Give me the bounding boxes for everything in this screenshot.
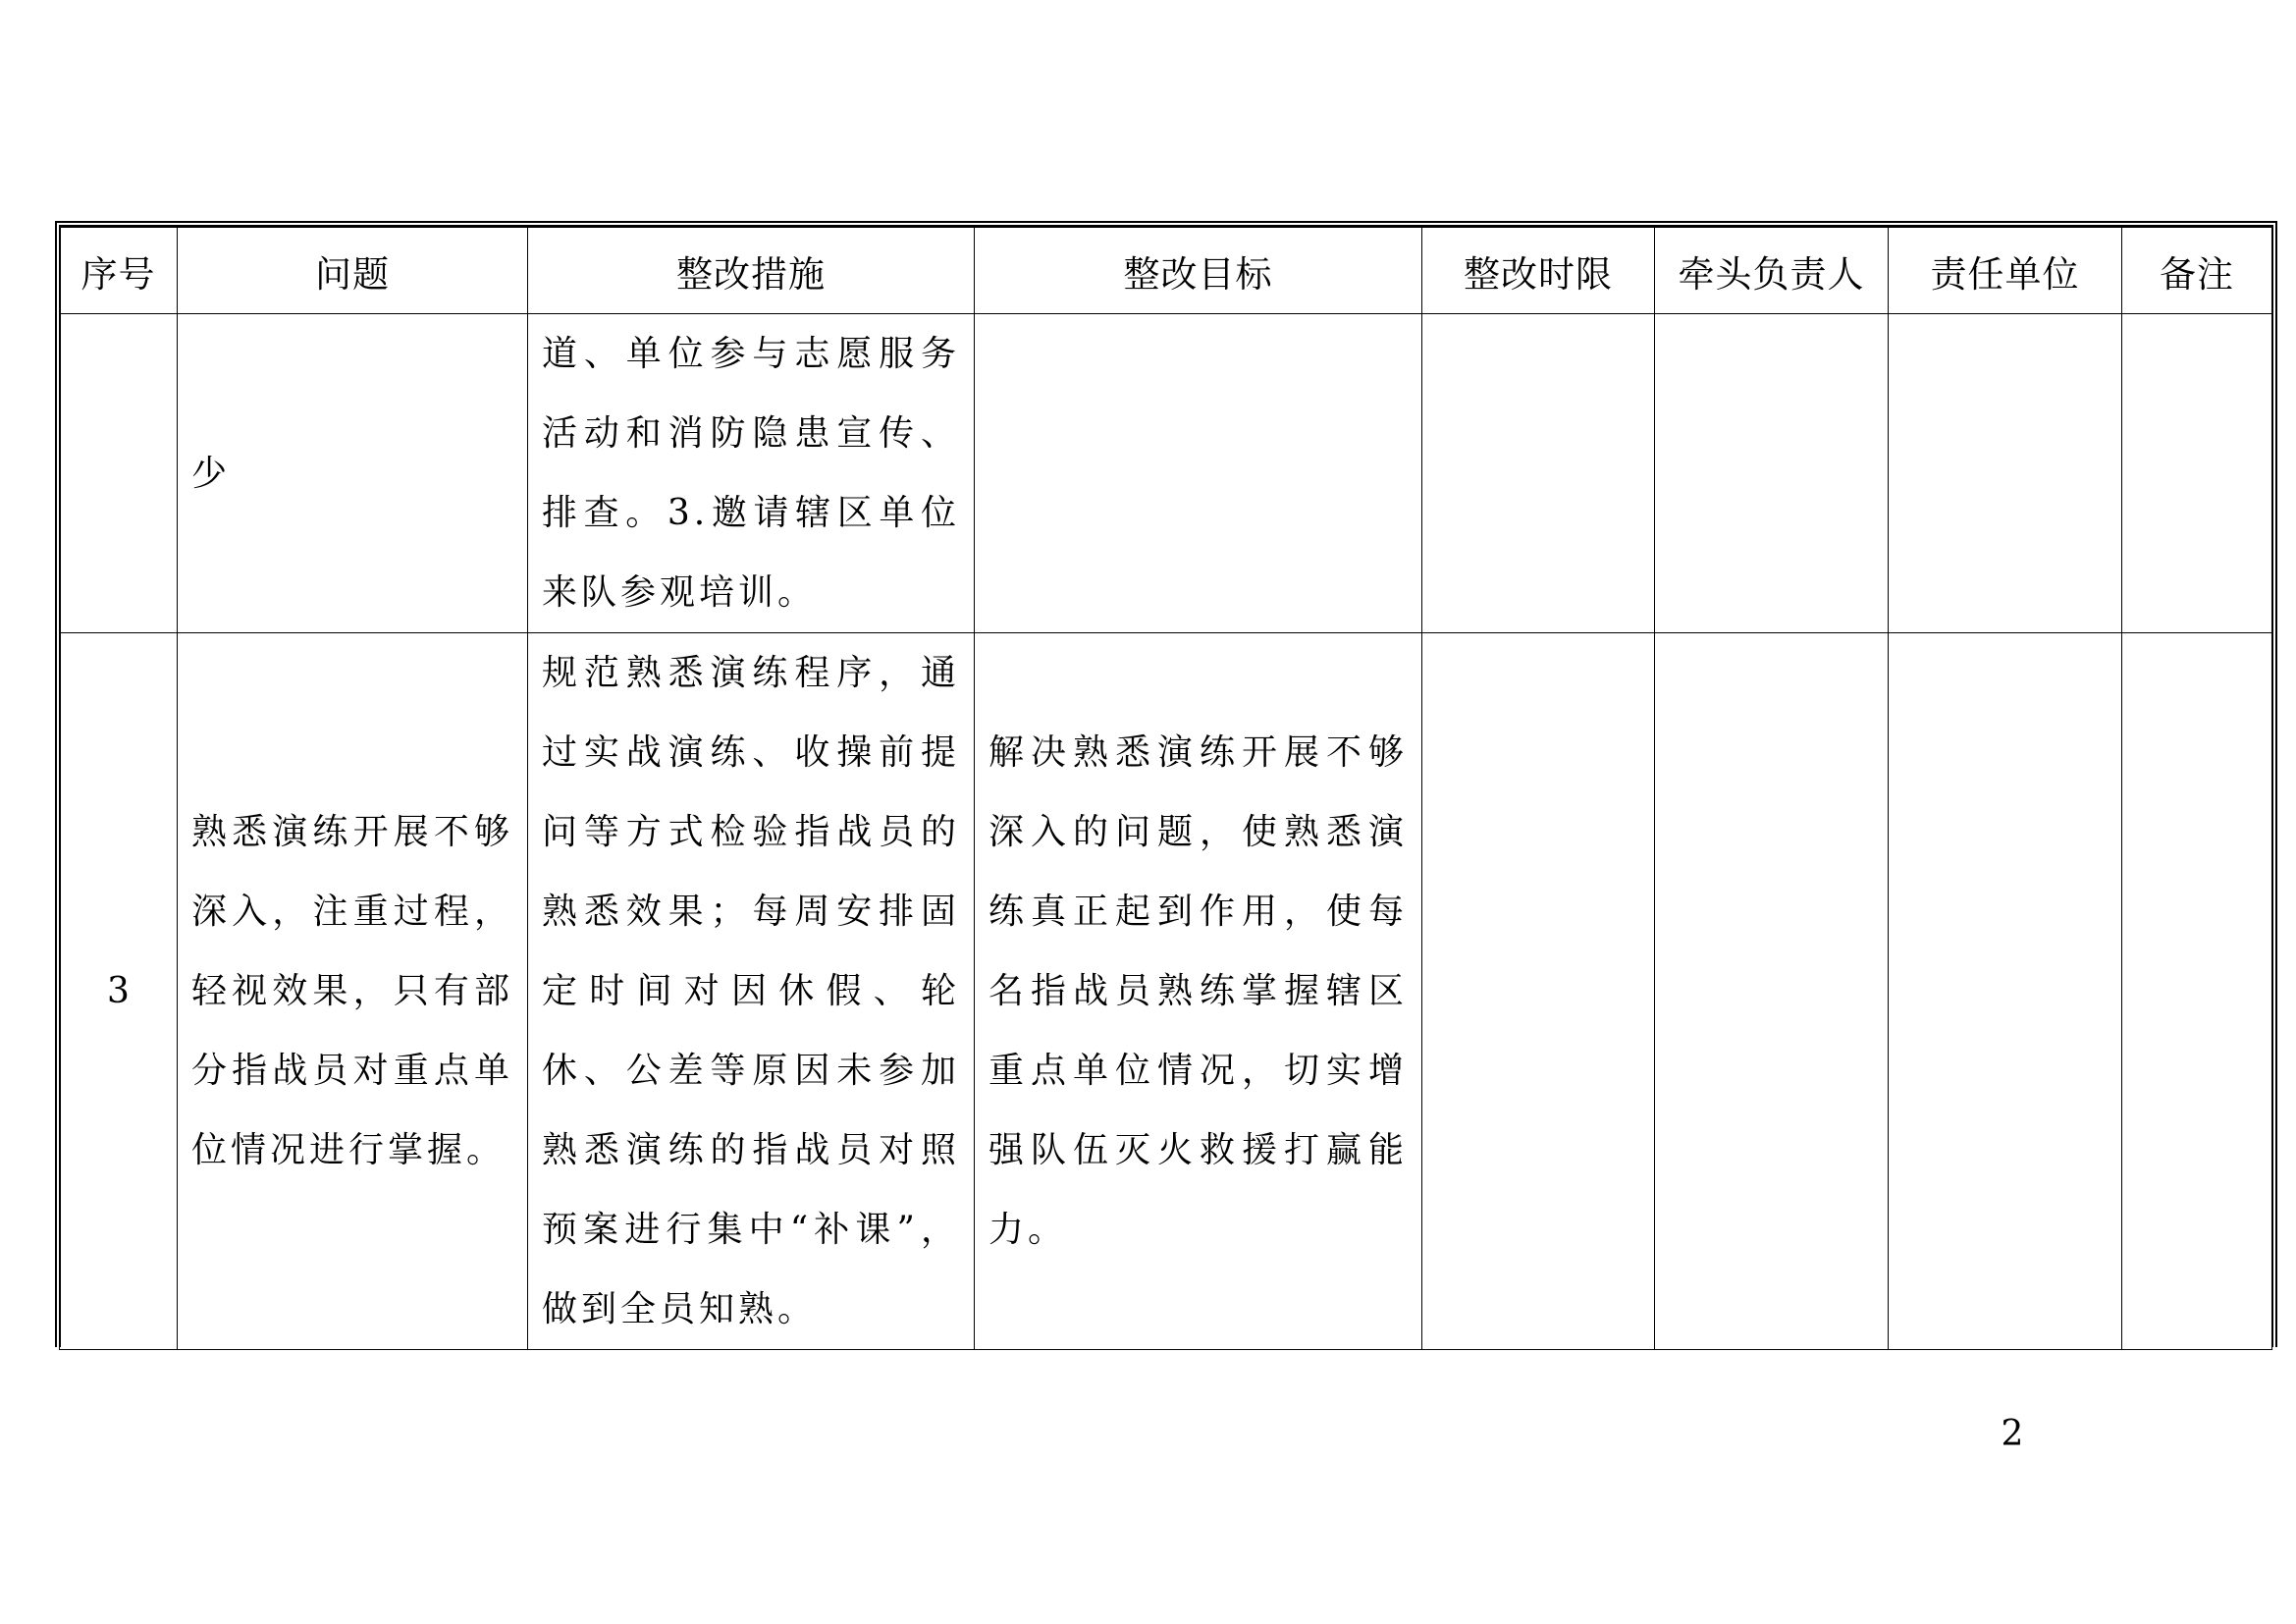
cell-issue-text: 少 bbox=[191, 453, 232, 494]
cell-remark bbox=[2122, 314, 2272, 633]
cell-issue bbox=[178, 314, 528, 633]
cell-goal-text: 解决熟悉演练开展不够深入的问题，使熟悉演练真正起到作用，使每名指战员熟练掌握辖区重点单位情况，切实增强队伍灭火救援打赢能力。 bbox=[988, 732, 1408, 1250]
cell-issue bbox=[178, 633, 528, 1350]
cell-measures-text: 道、单位参与志愿服务活动和消防隐患宣传、排查。3.邀请辖区单位来队参观培训。 bbox=[542, 334, 960, 613]
header-measures: 整改措施 bbox=[528, 228, 975, 314]
cell-seq bbox=[60, 314, 178, 633]
cell-remark bbox=[2122, 633, 2272, 1350]
table-row bbox=[60, 314, 2272, 633]
cell-issue-text: 熟悉演练开展不够深入，注重过程，轻视效果，只有部分指战员对重点单位情况进行掌握。 bbox=[191, 812, 513, 1170]
header-unit: 责任单位 bbox=[1889, 228, 2122, 314]
page-number: 2 bbox=[2001, 1414, 2024, 1454]
cell-deadline bbox=[1422, 633, 1655, 1350]
cell-measures-text: 规范熟悉演练程序，通过实战演练、收操前提问等方式检验指战员的熟悉效果；每周安排固定时间对因休假、轮休、公差等原因未参加熟悉演练的指战员对照预案进行集中“补课”，做到全员知熟。 bbox=[542, 653, 960, 1329]
header-deadline: 整改时限 bbox=[1422, 228, 1655, 314]
header-seq: 序号 bbox=[60, 228, 178, 314]
table-row bbox=[60, 633, 2272, 1350]
cell-lead bbox=[1655, 633, 1889, 1350]
cell-lead bbox=[1655, 314, 1889, 633]
cell-measures bbox=[528, 314, 975, 633]
header-goal: 整改目标 bbox=[975, 228, 1422, 314]
cell-measures bbox=[528, 633, 975, 1350]
rectification-table bbox=[59, 227, 2272, 1350]
header-remark: 备注 bbox=[2122, 228, 2272, 314]
table-header-row bbox=[60, 228, 2272, 314]
header-issue: 问题 bbox=[178, 228, 528, 314]
cell-seq: 3 bbox=[60, 633, 178, 1350]
cell-goal bbox=[975, 633, 1422, 1350]
cell-deadline bbox=[1422, 314, 1655, 633]
cell-unit bbox=[1889, 633, 2122, 1350]
cell-goal bbox=[975, 314, 1422, 633]
cell-unit bbox=[1889, 314, 2122, 633]
header-lead: 牵头负责人 bbox=[1655, 228, 1889, 314]
